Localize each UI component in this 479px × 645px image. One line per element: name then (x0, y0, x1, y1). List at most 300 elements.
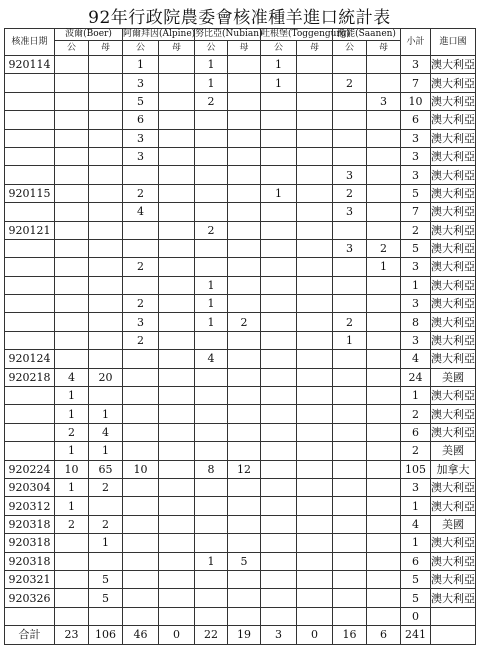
cell-count (55, 147, 89, 165)
cell-count (297, 184, 333, 202)
header-male: 公 (55, 41, 89, 56)
cell-count (195, 147, 228, 165)
cell-count (159, 166, 195, 184)
header-breed-nubian: 努比亞(Nubian) (195, 29, 263, 39)
header-male: 公 (195, 41, 228, 56)
cell-count (159, 405, 195, 423)
cell-count (228, 147, 261, 165)
cell-count: 4 (123, 203, 159, 221)
cell-count (297, 405, 333, 423)
cell-country: 澳大利亞 (431, 56, 476, 74)
cell-count (297, 166, 333, 184)
cell-count (159, 570, 195, 588)
total-count: 0 (159, 626, 195, 644)
cell-count (89, 129, 123, 147)
cell-count (55, 295, 89, 313)
cell-count (297, 460, 333, 478)
cell-count (367, 478, 401, 496)
cell-count: 10 (55, 460, 89, 478)
cell-subtotal: 4 (401, 515, 431, 533)
cell-count (55, 258, 89, 276)
cell-count: 1 (261, 74, 297, 92)
cell-count (89, 331, 123, 349)
cell-count: 5 (89, 570, 123, 588)
cell-date: 920121 (5, 221, 55, 239)
cell-count (333, 405, 367, 423)
header-male: 公 (123, 41, 159, 56)
cell-count (195, 442, 228, 460)
cell-count: 2 (367, 239, 401, 257)
cell-count (261, 534, 297, 552)
cell-count (89, 184, 123, 202)
cell-country: 澳大利亞 (431, 92, 476, 110)
cell-count: 1 (89, 405, 123, 423)
cell-count (159, 552, 195, 570)
cell-count (228, 92, 261, 110)
cell-count (261, 166, 297, 184)
table-row (5, 239, 476, 257)
total-label: 合計 (5, 626, 55, 644)
cell-count (228, 442, 261, 460)
cell-count: 1 (261, 56, 297, 74)
cell-subtotal: 5 (401, 239, 431, 257)
cell-subtotal: 5 (401, 184, 431, 202)
cell-count (297, 368, 333, 386)
table-row (5, 460, 476, 478)
cell-count (195, 203, 228, 221)
cell-count (367, 515, 401, 533)
cell-count (55, 92, 89, 110)
cell-count (297, 570, 333, 588)
cell-count (89, 203, 123, 221)
cell-country: 澳大利亞 (431, 74, 476, 92)
cell-count (261, 405, 297, 423)
cell-count (367, 534, 401, 552)
cell-count (297, 203, 333, 221)
cell-date: 920321 (5, 570, 55, 588)
cell-subtotal: 24 (401, 368, 431, 386)
cell-count (195, 129, 228, 147)
cell-count (333, 276, 367, 294)
cell-count (297, 534, 333, 552)
cell-country (431, 607, 476, 625)
cell-count (228, 534, 261, 552)
table-row (5, 129, 476, 147)
cell-subtotal: 2 (401, 405, 431, 423)
cell-count (159, 203, 195, 221)
cell-count (297, 442, 333, 460)
cell-date: 920304 (5, 478, 55, 496)
cell-count (228, 166, 261, 184)
cell-count (55, 607, 89, 625)
cell-count (123, 442, 159, 460)
cell-count (159, 331, 195, 349)
cell-count (195, 111, 228, 129)
cell-count (89, 295, 123, 313)
cell-count (228, 276, 261, 294)
cell-date (5, 92, 55, 110)
total-count: 6 (367, 626, 401, 644)
cell-date (5, 387, 55, 405)
cell-date (5, 442, 55, 460)
table-row (5, 295, 476, 313)
cell-count: 2 (123, 295, 159, 313)
cell-date (5, 423, 55, 441)
cell-count (228, 221, 261, 239)
cell-count (261, 442, 297, 460)
cell-count: 1 (333, 331, 367, 349)
cell-country: 澳大利亞 (431, 331, 476, 349)
cell-count (367, 313, 401, 331)
cell-count (367, 405, 401, 423)
cell-count (228, 570, 261, 588)
cell-count: 65 (89, 460, 123, 478)
table-row (5, 74, 476, 92)
cell-count (333, 295, 367, 313)
cell-count (261, 387, 297, 405)
cell-count (261, 515, 297, 533)
cell-count (228, 405, 261, 423)
cell-date (5, 203, 55, 221)
cell-count: 3 (367, 92, 401, 110)
cell-count (89, 350, 123, 368)
cell-count (261, 129, 297, 147)
table-row (5, 350, 476, 368)
cell-count (195, 423, 228, 441)
cell-count (123, 239, 159, 257)
cell-count (55, 589, 89, 607)
cell-count (159, 56, 195, 74)
cell-country: 澳大利亞 (431, 129, 476, 147)
cell-count: 2 (195, 221, 228, 239)
cell-date: 920318 (5, 534, 55, 552)
cell-count (333, 552, 367, 570)
table-row (5, 258, 476, 276)
cell-count (55, 166, 89, 184)
cell-count (228, 497, 261, 515)
cell-count (195, 184, 228, 202)
cell-count (333, 589, 367, 607)
cell-count (89, 313, 123, 331)
table-row (5, 534, 476, 552)
cell-count (297, 92, 333, 110)
cell-count (297, 423, 333, 441)
cell-count (123, 515, 159, 533)
cell-count: 1 (195, 74, 228, 92)
cell-count: 5 (228, 552, 261, 570)
cell-count (333, 368, 367, 386)
cell-count: 2 (228, 313, 261, 331)
cell-country: 澳大利亞 (431, 589, 476, 607)
table-row (5, 387, 476, 405)
table-row (5, 313, 476, 331)
cell-count (195, 534, 228, 552)
cell-date (5, 111, 55, 129)
table-row (5, 442, 476, 460)
header-male: 公 (261, 41, 297, 56)
cell-subtotal: 3 (401, 56, 431, 74)
cell-date: 920318 (5, 515, 55, 533)
cell-country: 澳大利亞 (431, 497, 476, 515)
cell-country: 加拿大 (431, 460, 476, 478)
cell-count (261, 92, 297, 110)
cell-count (261, 589, 297, 607)
cell-count (123, 221, 159, 239)
cell-subtotal: 2 (401, 442, 431, 460)
cell-country: 澳大利亞 (431, 387, 476, 405)
table-row (5, 111, 476, 129)
cell-count (261, 570, 297, 588)
cell-count (123, 368, 159, 386)
cell-count (367, 368, 401, 386)
cell-count (228, 295, 261, 313)
cell-count (367, 607, 401, 625)
cell-count (261, 221, 297, 239)
cell-count: 3 (333, 166, 367, 184)
cell-count: 3 (123, 147, 159, 165)
cell-count (228, 111, 261, 129)
cell-country: 澳大利亞 (431, 258, 476, 276)
import-statistics-table (4, 28, 476, 645)
cell-count (367, 423, 401, 441)
total-count: 16 (333, 626, 367, 644)
cell-count (261, 295, 297, 313)
cell-count (89, 111, 123, 129)
cell-subtotal: 0 (401, 607, 431, 625)
cell-count (89, 239, 123, 257)
cell-count: 1 (123, 56, 159, 74)
cell-count (195, 589, 228, 607)
cell-count (159, 350, 195, 368)
cell-count (333, 111, 367, 129)
cell-count (123, 607, 159, 625)
total-count: 106 (89, 626, 123, 644)
table-row (5, 166, 476, 184)
cell-count (159, 387, 195, 405)
cell-date (5, 607, 55, 625)
cell-count (297, 221, 333, 239)
cell-count (55, 221, 89, 239)
cell-subtotal: 1 (401, 387, 431, 405)
cell-date (5, 166, 55, 184)
cell-count (159, 534, 195, 552)
cell-count (367, 147, 401, 165)
cell-count (228, 387, 261, 405)
cell-count (367, 56, 401, 74)
cell-count (195, 570, 228, 588)
cell-country: 澳大利亞 (431, 570, 476, 588)
cell-count: 3 (123, 313, 159, 331)
cell-count: 1 (55, 387, 89, 405)
cell-count (123, 552, 159, 570)
cell-subtotal: 10 (401, 92, 431, 110)
cell-count (195, 239, 228, 257)
cell-date: 920224 (5, 460, 55, 478)
cell-count (333, 515, 367, 533)
cell-count (159, 111, 195, 129)
cell-count (159, 515, 195, 533)
cell-country: 澳大利亞 (431, 313, 476, 331)
cell-count (159, 92, 195, 110)
cell-count: 3 (123, 129, 159, 147)
total-count: 22 (195, 626, 228, 644)
cell-count: 6 (123, 111, 159, 129)
cell-country: 澳大利亞 (431, 478, 476, 496)
cell-count (367, 111, 401, 129)
total-count: 3 (261, 626, 297, 644)
cell-count (89, 74, 123, 92)
cell-count (159, 276, 195, 294)
cell-count (195, 478, 228, 496)
cell-subtotal: 5 (401, 589, 431, 607)
cell-count (367, 203, 401, 221)
cell-count (89, 497, 123, 515)
cell-count (159, 607, 195, 625)
cell-count: 1 (195, 295, 228, 313)
cell-date (5, 239, 55, 257)
cell-count (367, 460, 401, 478)
cell-count (55, 331, 89, 349)
cell-date: 920312 (5, 497, 55, 515)
cell-count: 5 (89, 589, 123, 607)
cell-country: 美國 (431, 442, 476, 460)
cell-count (55, 111, 89, 129)
cell-subtotal: 6 (401, 423, 431, 441)
cell-count (89, 387, 123, 405)
cell-count (159, 239, 195, 257)
cell-count (89, 166, 123, 184)
cell-count (297, 313, 333, 331)
cell-count (333, 534, 367, 552)
cell-count: 3 (333, 239, 367, 257)
cell-count (333, 92, 367, 110)
cell-subtotal: 1 (401, 497, 431, 515)
cell-count (55, 74, 89, 92)
cell-country: 澳大利亞 (431, 423, 476, 441)
table-row (5, 221, 476, 239)
document-title: 92年行政院農委會核准種羊進口統計表 (88, 8, 391, 28)
cell-count (89, 221, 123, 239)
cell-count (261, 331, 297, 349)
cell-count (123, 534, 159, 552)
cell-count (228, 589, 261, 607)
cell-count (297, 607, 333, 625)
cell-count: 8 (195, 460, 228, 478)
cell-subtotal: 7 (401, 74, 431, 92)
cell-count (123, 497, 159, 515)
cell-count: 1 (195, 313, 228, 331)
cell-count (55, 184, 89, 202)
cell-count (367, 497, 401, 515)
cell-count (333, 460, 367, 478)
cell-count (261, 203, 297, 221)
table-row (5, 552, 476, 570)
cell-count (195, 497, 228, 515)
cell-count (123, 589, 159, 607)
cell-count (89, 552, 123, 570)
cell-count (195, 405, 228, 423)
cell-subtotal: 1 (401, 534, 431, 552)
cell-count (261, 313, 297, 331)
cell-count (333, 478, 367, 496)
cell-count (367, 570, 401, 588)
cell-count (297, 552, 333, 570)
table-row (5, 423, 476, 441)
cell-count: 2 (123, 184, 159, 202)
cell-count (297, 331, 333, 349)
cell-count (123, 166, 159, 184)
cell-country: 澳大利亞 (431, 239, 476, 257)
cell-count (89, 607, 123, 625)
table-row (5, 368, 476, 386)
cell-count (55, 350, 89, 368)
header-female: 母 (367, 41, 401, 56)
cell-count (123, 405, 159, 423)
cell-count: 1 (367, 258, 401, 276)
cell-count: 3 (333, 203, 367, 221)
cell-count (55, 313, 89, 331)
cell-count: 10 (123, 460, 159, 478)
cell-country: 澳大利亞 (431, 534, 476, 552)
cell-count (55, 534, 89, 552)
cell-count: 2 (123, 258, 159, 276)
header-breed-saanen: 撒能(Saanen) (333, 29, 401, 41)
cell-count (228, 607, 261, 625)
header-breed-toggenburg: 吐根堡(Toggengurg) (261, 29, 351, 39)
cell-count (123, 423, 159, 441)
cell-count (333, 56, 367, 74)
cell-date: 920114 (5, 56, 55, 74)
cell-subtotal: 3 (401, 166, 431, 184)
cell-count (159, 129, 195, 147)
header-date: 核准日期 (5, 29, 55, 56)
cell-date (5, 276, 55, 294)
cell-count (55, 552, 89, 570)
cell-count (367, 589, 401, 607)
cell-count: 1 (195, 552, 228, 570)
cell-count (367, 276, 401, 294)
cell-count: 2 (195, 92, 228, 110)
cell-count (228, 478, 261, 496)
cell-count (195, 166, 228, 184)
table-row (5, 276, 476, 294)
cell-count (367, 74, 401, 92)
cell-count (89, 92, 123, 110)
cell-date (5, 313, 55, 331)
header-female: 母 (297, 41, 333, 56)
cell-count (297, 387, 333, 405)
cell-count (159, 184, 195, 202)
cell-count (55, 56, 89, 74)
cell-count (55, 570, 89, 588)
cell-count (333, 423, 367, 441)
cell-date (5, 405, 55, 423)
table-row (5, 203, 476, 221)
cell-subtotal: 5 (401, 570, 431, 588)
header-female: 母 (228, 41, 261, 56)
cell-count (159, 478, 195, 496)
cell-subtotal: 1 (401, 276, 431, 294)
cell-count (123, 350, 159, 368)
cell-count: 2 (55, 423, 89, 441)
cell-subtotal: 8 (401, 313, 431, 331)
cell-date (5, 258, 55, 276)
cell-count (367, 387, 401, 405)
cell-count (333, 258, 367, 276)
cell-subtotal: 6 (401, 111, 431, 129)
total-country (431, 626, 476, 644)
cell-country: 美國 (431, 515, 476, 533)
